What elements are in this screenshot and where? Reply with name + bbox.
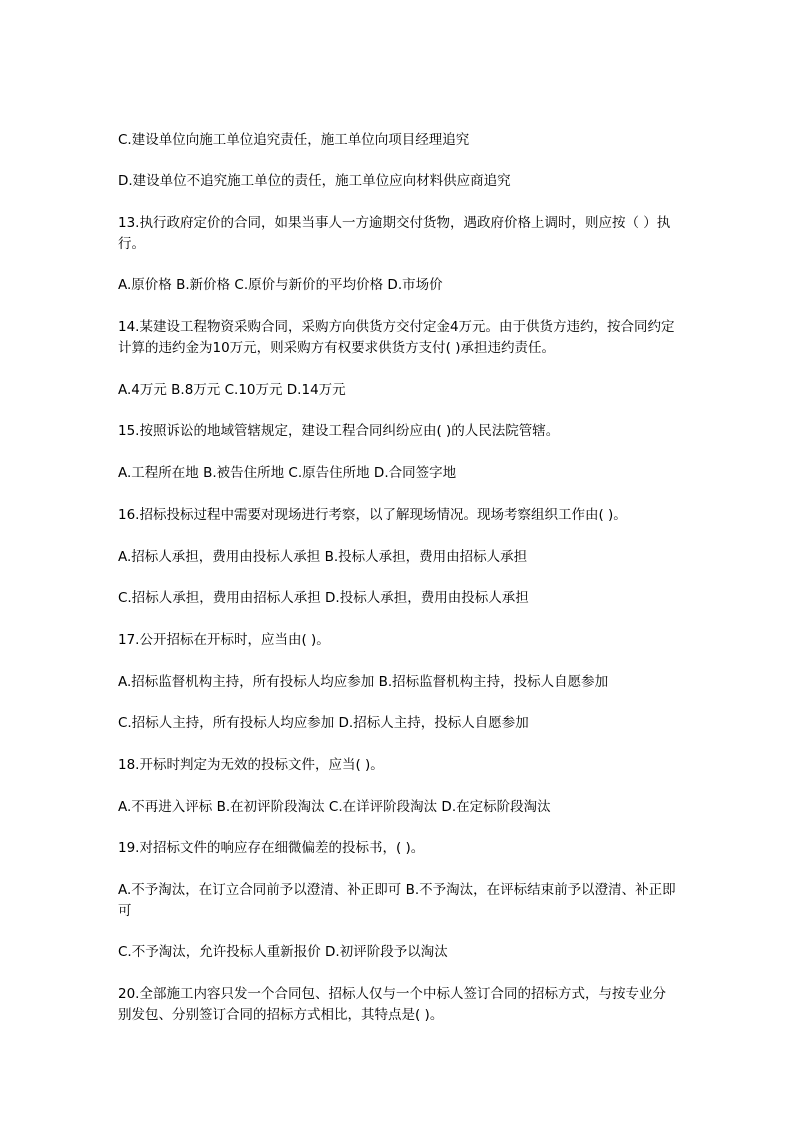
question-15-options: A.工程所在地 B.被告住所地 C.原告住所地 D.合同签字地 [118,464,457,481]
question-19: 19.对招标文件的响应存在细微偏差的投标书，( )。 [118,839,425,856]
question-17: 17.公开招标在开标时，应当由( )。 [118,631,330,648]
question-18: 18.开标时判定为无效的投标文件，应当( )。 [118,756,384,773]
question-16: 16.招标投标过程中需要对现场进行考察，以了解现场情况。现场考察组织工作由( )。 [118,506,627,523]
question-19-options-cd: C.不予淘汰，允许投标人重新报价 D.初评阶段予以淘汰 [118,943,448,960]
question-19-options-ab: A.不予淘汰，在订立合同前予以澄清、补正即可 B.不予淘汰，在评标结束前予以澄清、补正即可 [118,881,676,919]
question-17-options-ab: A.招标监督机构主持，所有投标人均应参加 B.招标监督机构主持，投标人自愿参加 [118,673,609,690]
question-17-options-cd: C.招标人主持，所有投标人均应参加 D.招标人主持，投标人自愿参加 [118,714,529,731]
question-18-options: A.不再进入评标 B.在初评阶段淘汰 C.在详评阶段淘汰 D.在定标阶段淘汰 [118,798,551,815]
option-line-c: C.建设单位向施工单位追究责任，施工单位向项目经理追究 [118,131,470,148]
question-13: 13.执行政府定价的合同，如果当事人一方逾期交付货物，遇政府价格上调时，则应按（ ）执行。 [118,214,671,252]
question-13-options: A.原价格 B.新价格 C.原价与新价的平均价格 D.市场价 [118,276,443,293]
question-14: 14.某建设工程物资采购合同，采购方向供货方交付定金4万元。由于供货方违约，按合同约定计算的违约金为10万元，则采购方有权要求供货方支付( )承担违约责任。 [118,318,675,356]
question-16-options-cd: C.招标人承担，费用由招标人承担 D.投标人承担，费用由投标人承担 [118,589,529,606]
option-line-d: D.建设单位不追究施工单位的责任，施工单位应向材料供应商追究 [118,172,511,189]
question-20: 20.全部施工内容只发一个合同包、招标人仅与一个中标人签订合同的招标方式，与按专业分别发包、分别签订合同的招标方式相比，其特点是( )。 [118,985,666,1023]
question-14-options: A.4万元 B.8万元 C.10万元 D.14万元 [118,381,346,398]
question-16-options-ab: A.招标人承担，费用由投标人承担 B.投标人承担，费用由招标人承担 [118,548,528,565]
question-15: 15.按照诉讼的地域管辖规定，建设工程合同纠纷应由( )的人民法院管辖。 [118,422,560,439]
